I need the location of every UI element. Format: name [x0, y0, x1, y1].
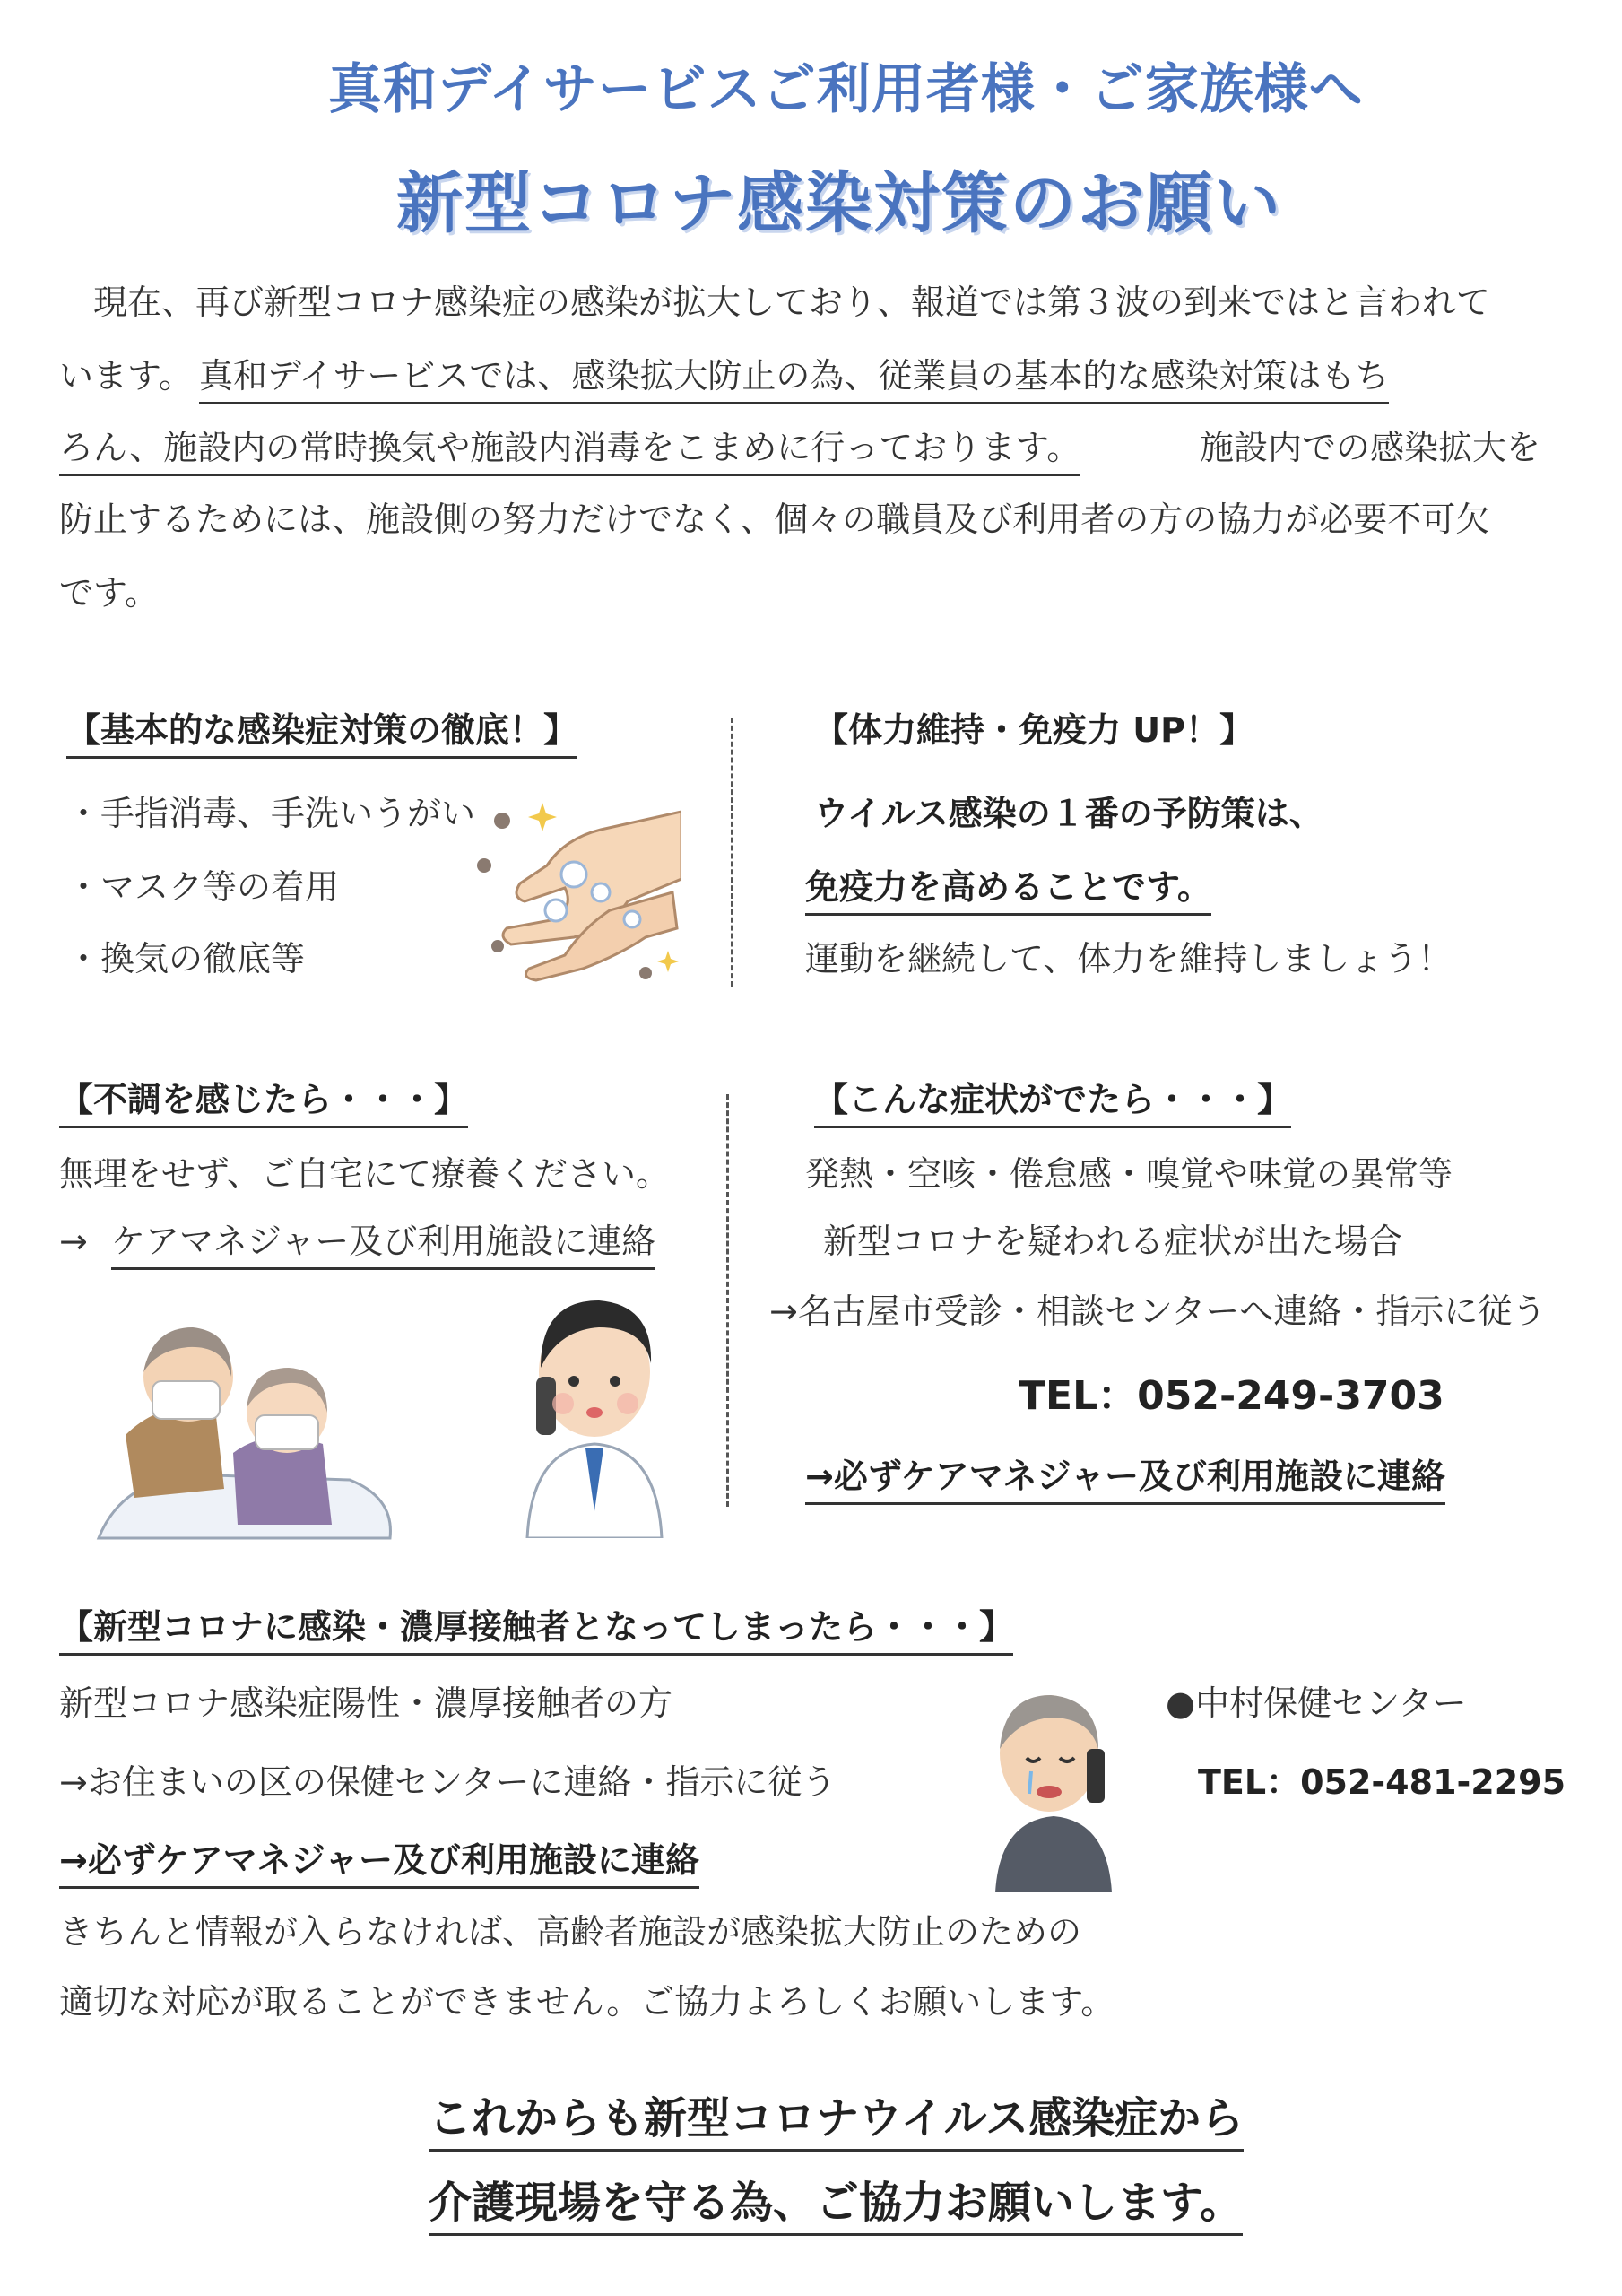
- unwell-arrow: →: [59, 1222, 88, 1261]
- page-subtitle: 新型コロナ感染対策のお願い: [396, 165, 1282, 242]
- symptoms-line-1: 発熱・空咳・倦怠感・嗅覚や味覚の異常等: [805, 1154, 1453, 1194]
- symptoms-line-2: 新型コロナを疑われる症状が出た場合: [823, 1222, 1403, 1261]
- divider-middle: [726, 1094, 729, 1507]
- infected-line-1: 新型コロナ感染症陽性・濃厚接触者の方: [59, 1683, 673, 1723]
- intro-line-3a: ろん、施設内の常時換気や施設内消毒をこまめに行っております。: [59, 430, 1080, 476]
- infected-line-5: 適切な対応が取ることができません。ご協力よろしくお願いします。: [59, 1982, 1115, 2022]
- unwell-heading: 【不調を感じたら・・・】: [59, 1083, 468, 1128]
- immunity-line-3: 運動を継続して、体力を維持しましょう！: [805, 939, 1453, 978]
- infected-line-3: →必ずケアマネジャー及び利用施設に連絡: [59, 1843, 699, 1889]
- intro-line-2a: います。: [59, 356, 193, 396]
- intro-line-1: 現在、再び新型コロナ感染症の感染が拡大しており、報道では第３波の到来ではと言われて: [93, 283, 1491, 322]
- page-title: 真和デイサービスご利用者様・ご家族様へ: [328, 58, 1364, 121]
- closing-line-1: これからも新型コロナウイルス感染症から: [429, 2097, 1244, 2152]
- immunity-line-1: ウイルス感染の１番の予防策は、: [814, 794, 1323, 833]
- symptoms-line-4: →必ずケアマネジャー及び利用施設に連絡: [805, 1459, 1445, 1505]
- infected-line-4: きちんと情報が入らなければ、高齢者施設が感染拡大防止のための: [59, 1912, 1082, 1952]
- basic-item-1: ・手指消毒、手洗いうがい: [66, 794, 476, 833]
- unwell-line-1: 無理をせず、ご自宅にて療養ください。: [59, 1154, 670, 1194]
- intro-line-2b: 真和デイサービスでは、感染拡大防止の為、従業員の基本的な感染対策はもち: [199, 359, 1389, 404]
- elderly-man-phone-illustration: [986, 1677, 1121, 1892]
- immunity-heading: 【体力維持・免疫力 UP！】: [814, 710, 1253, 750]
- divider-upper: [731, 718, 733, 987]
- intro-line-4: 防止するためには、施設側の努力だけでなく、個々の職員及び利用者の方の協力が必要不可欠: [59, 500, 1490, 539]
- intro-line-5: です。: [59, 573, 159, 613]
- symptoms-heading: 【こんな症状がでたら・・・】: [814, 1083, 1291, 1128]
- doctor-phone-illustration: [518, 1278, 671, 1538]
- infected-heading: 【新型コロナに感染・濃厚接触者となってしまったら・・・】: [59, 1610, 1013, 1656]
- handwashing-illustration: [466, 794, 681, 982]
- closing-line-2: 介護現場を守る為、ご協力お願いします。: [429, 2181, 1243, 2236]
- elderly-couple-illustration: [90, 1292, 399, 1552]
- basic-heading: 【基本的な感染症対策の徹底！】: [66, 713, 577, 759]
- health-center-tel: TEL：052-481-2295: [1198, 1762, 1566, 1802]
- basic-item-2: ・マスク等の着用: [66, 867, 340, 907]
- immunity-line-2: 免疫力を高めることです。: [805, 870, 1211, 916]
- basic-item-3: ・換気の徹底等: [66, 939, 306, 978]
- infected-line-2: →お住まいの区の保健センターに連絡・指示に従う: [59, 1762, 837, 1802]
- intro-line-3b: 施設内での感染拡大を: [1200, 428, 1541, 467]
- unwell-line-2: ケアマネジャー及び利用施設に連絡: [111, 1224, 655, 1270]
- symptoms-tel: TEL：052-249-3703: [1019, 1373, 1444, 1419]
- symptoms-line-3: →名古屋市受診・相談センターへ連絡・指示に従う: [769, 1292, 1547, 1331]
- health-center-name: ●中村保健センター: [1166, 1683, 1467, 1723]
